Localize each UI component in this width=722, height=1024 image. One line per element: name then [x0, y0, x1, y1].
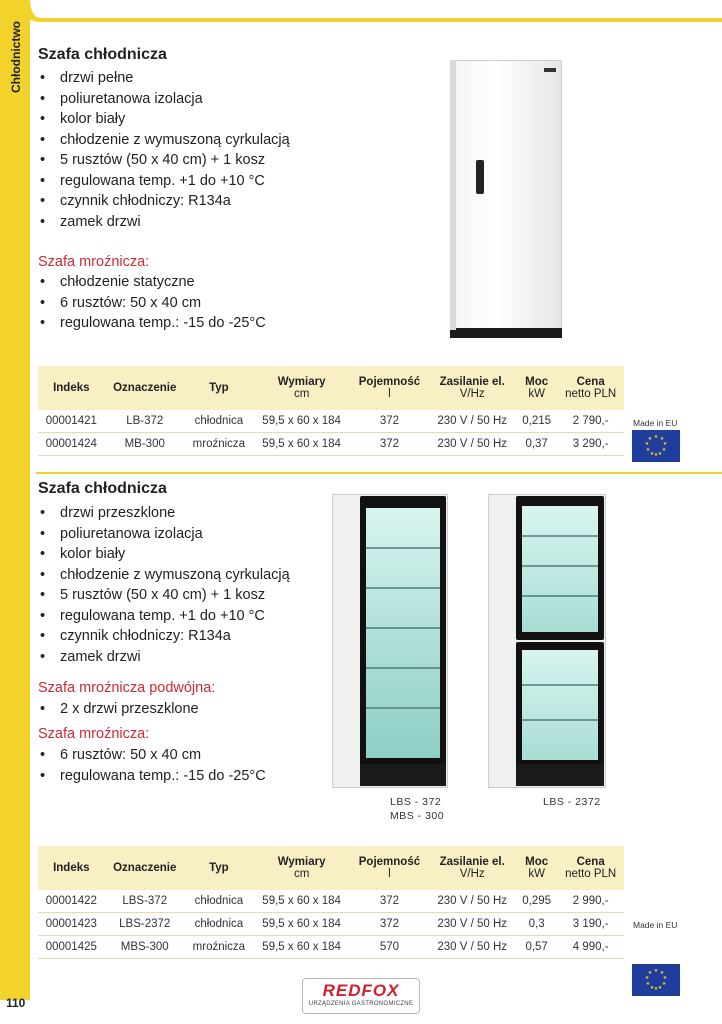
- svg-text:★: ★: [645, 981, 651, 987]
- svg-text:★: ★: [659, 436, 665, 442]
- cell: 59,5 x 60 x 184: [253, 890, 351, 913]
- th-pojemnosc: Pojemność l: [350, 846, 428, 890]
- cell: 2 790,-: [557, 410, 624, 433]
- svg-text:★: ★: [662, 441, 668, 447]
- spec-table-2: [38, 846, 624, 959]
- th-pojemnosc: Pojemność l: [350, 366, 428, 410]
- svg-text:★: ★: [649, 985, 655, 991]
- cell: 372: [350, 890, 428, 913]
- section-divider: [36, 472, 722, 474]
- th-moc: Moc kW: [516, 366, 557, 410]
- made-in-eu-label: Made in EU: [633, 920, 678, 930]
- th-indeks: Indeks: [38, 846, 105, 890]
- svg-text:★: ★: [653, 434, 659, 440]
- cell: mroźnicza: [185, 936, 253, 959]
- feature: • 5 rusztów (50 x 40 cm) + 1 kosz: [38, 585, 290, 606]
- cell: 230 V / 50 Hz: [428, 890, 515, 913]
- cell: 59,5 x 60 x 184: [253, 913, 351, 936]
- table-row: [38, 890, 624, 913]
- feature: • 5 rusztów (50 x 40 cm) + 1 kosz: [38, 150, 290, 171]
- feature: • chłodzenie z wymuszoną cyrkulacją: [38, 130, 290, 151]
- logo-tagline: URZĄDZENIA GASTRONOMICZNE: [308, 1001, 414, 1007]
- feature: • regulowana temp. +1 do +10 °C: [38, 606, 290, 627]
- side-tab: [0, 0, 30, 1000]
- cell: 0,37: [516, 433, 557, 456]
- cell: 59,5 x 60 x 184: [253, 433, 351, 456]
- feature: • drzwi przeszklone: [38, 503, 290, 524]
- logo-text: REDFOX: [322, 981, 400, 1000]
- feature: • poliuretanowa izolacja: [38, 89, 290, 110]
- section1-freezer-title: Szafa mroźnicza:: [38, 254, 150, 270]
- feature: • drzwi pełne: [38, 68, 290, 89]
- cell: 570: [350, 936, 428, 959]
- section2-double-features: [38, 699, 199, 720]
- th-wymiary: Wymiary cm: [253, 846, 351, 890]
- feature: • zamek drzwi: [38, 647, 290, 668]
- cell: 4 990,-: [557, 936, 624, 959]
- section1-freezer-features: [38, 272, 266, 334]
- svg-text:★: ★: [649, 451, 655, 457]
- cell: MB-300: [105, 433, 185, 456]
- cell: 230 V / 50 Hz: [428, 936, 515, 959]
- feature: • regulowana temp.: -15 do -25°C: [38, 313, 266, 334]
- section1-features: [38, 68, 290, 232]
- cell: LB-372: [105, 410, 185, 433]
- feature: • chłodzenie z wymuszoną cyrkulacją: [38, 565, 290, 586]
- svg-text:★: ★: [647, 436, 653, 442]
- table-header-row: [38, 846, 624, 890]
- redfox-logo: [302, 978, 420, 1014]
- table-row: [38, 936, 624, 959]
- cell: mroźnicza: [185, 433, 253, 456]
- svg-text:★: ★: [657, 985, 663, 991]
- th-indeks: Indeks: [38, 366, 105, 410]
- made-in-eu-label: Made in EU: [633, 418, 678, 428]
- th-oznaczenie: Oznaczenie: [105, 366, 185, 410]
- svg-text:★: ★: [659, 970, 665, 976]
- section2-freezer-features: [38, 745, 266, 786]
- cell: 2 990,-: [557, 890, 624, 913]
- feature: • zamek drzwi: [38, 212, 290, 233]
- cell: 0,215: [516, 410, 557, 433]
- th-zasilanie: Zasilanie el. V/Hz: [428, 366, 515, 410]
- cell: 230 V / 50 Hz: [428, 433, 515, 456]
- eu-flag-icon: [632, 430, 680, 462]
- cell: 00001421: [38, 410, 105, 433]
- table-header-row: [38, 366, 624, 410]
- cell: LBS-372: [105, 890, 185, 913]
- section2-freezer-title: Szafa mroźnicza:: [38, 726, 150, 742]
- cell: 59,5 x 60 x 184: [253, 936, 351, 959]
- cell: chłodnica: [185, 410, 253, 433]
- feature: • chłodzenie statyczne: [38, 272, 266, 293]
- feature: • 6 rusztów: 50 x 40 cm: [38, 745, 266, 766]
- feature: • kolor biały: [38, 544, 290, 565]
- section2-features: [38, 503, 290, 667]
- svg-text:★: ★: [644, 975, 650, 981]
- svg-text:★: ★: [653, 452, 659, 458]
- side-tab-label: Chłodnictwo: [9, 21, 23, 93]
- cell: 59,5 x 60 x 184: [253, 410, 351, 433]
- cell: 230 V / 50 Hz: [428, 410, 515, 433]
- feature: • regulowana temp. +1 do +10 °C: [38, 171, 290, 192]
- feature: • czynnik chłodniczy: R134a: [38, 191, 290, 212]
- fridge-glass-door-image: [332, 494, 448, 790]
- cell: 00001425: [38, 936, 105, 959]
- cell: 00001422: [38, 890, 105, 913]
- cell: 372: [350, 433, 428, 456]
- table-row: [38, 913, 624, 936]
- feature: • czynnik chłodniczy: R134a: [38, 626, 290, 647]
- spec-table-1: [38, 366, 624, 456]
- th-cena: Cena netto PLN: [557, 366, 624, 410]
- cell: LBS-2372: [105, 913, 185, 936]
- feature: • regulowana temp.: -15 do -25°C: [38, 766, 266, 787]
- svg-text:★: ★: [644, 441, 650, 447]
- cell: chłodnica: [185, 890, 253, 913]
- svg-text:★: ★: [657, 451, 663, 457]
- cell: 3 290,-: [557, 433, 624, 456]
- th-moc: Moc kW: [516, 846, 557, 890]
- cell: MBS-300: [105, 936, 185, 959]
- cell: 372: [350, 410, 428, 433]
- feature: • 6 rusztów: 50 x 40 cm: [38, 293, 266, 314]
- section2-title: Szafa chłodnicza: [38, 480, 167, 497]
- feature: • 2 x drzwi przeszklone: [38, 699, 199, 720]
- caption-mbs-300: MBS - 300: [390, 810, 445, 822]
- th-wymiary: Wymiary cm: [253, 366, 351, 410]
- fridge-solid-door-image: [440, 56, 572, 340]
- section2-double-title: Szafa mroźnicza podwójna:: [38, 680, 216, 696]
- svg-text:★: ★: [647, 970, 653, 976]
- th-typ: Typ: [185, 846, 253, 890]
- svg-text:★: ★: [662, 975, 668, 981]
- svg-text:★: ★: [661, 981, 667, 987]
- feature: • poliuretanowa izolacja: [38, 524, 290, 545]
- cell: 372: [350, 913, 428, 936]
- cell: 0,57: [516, 936, 557, 959]
- fridge-double-glass-door-image: [488, 494, 606, 790]
- cell: 00001423: [38, 913, 105, 936]
- section1-title: Szafa chłodnicza: [38, 46, 167, 63]
- cell: 00001424: [38, 433, 105, 456]
- caption-lbs-2372: LBS - 2372: [543, 796, 601, 808]
- cell: chłodnica: [185, 913, 253, 936]
- th-zasilanie: Zasilanie el. V/Hz: [428, 846, 515, 890]
- cell: 0,3: [516, 913, 557, 936]
- caption-lbs-372: LBS - 372: [390, 796, 442, 808]
- cell: 230 V / 50 Hz: [428, 913, 515, 936]
- eu-flag-icon: [632, 964, 680, 996]
- th-oznaczenie: Oznaczenie: [105, 846, 185, 890]
- cell: 0,295: [516, 890, 557, 913]
- svg-text:★: ★: [653, 986, 659, 992]
- header-curve: [18, 0, 722, 22]
- table-row: [38, 433, 624, 456]
- feature: • kolor biały: [38, 109, 290, 130]
- th-typ: Typ: [185, 366, 253, 410]
- th-cena: Cena netto PLN: [557, 846, 624, 890]
- svg-text:★: ★: [645, 447, 651, 453]
- svg-text:★: ★: [661, 447, 667, 453]
- page-number: 110: [6, 996, 26, 1010]
- svg-text:★: ★: [653, 968, 659, 974]
- table-row: [38, 410, 624, 433]
- cell: 3 190,-: [557, 913, 624, 936]
